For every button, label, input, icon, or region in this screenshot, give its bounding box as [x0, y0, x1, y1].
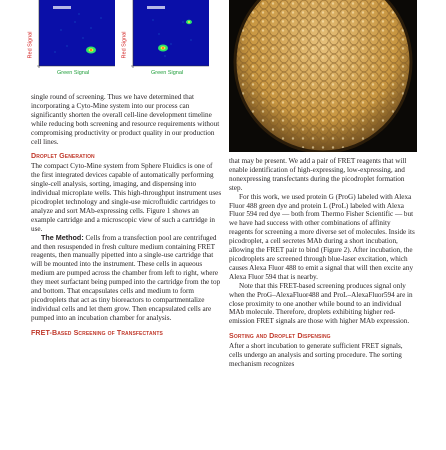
right-plot-y-axis-label: Red Signal	[121, 31, 128, 59]
left-paragraph-3	[31, 234, 222, 323]
right-text-column	[229, 157, 415, 369]
scatter-plots-figure	[27, 0, 223, 82]
right-plot-x-axis-label: Green Signal	[151, 70, 184, 76]
left-paragraph-1: single round of screening. Thus we have determined that incorporating a Cyto-Mine system into our process can significantly shorten the overall cell-line development timeline while reducing both screening and resource requirements without compromising productivity or product quality in our production cell lines.	[31, 93, 220, 146]
left-scatter-plot	[31, 0, 123, 80]
section-heading-fret-screening: FRET-Based Screening of Transfectants	[31, 328, 163, 337]
left-plot-y-axis-label: Red Signal	[27, 31, 34, 59]
left-paragraph-2: The compact Cyto-Mine system from Sphere Fluidics is one of the first integrated devices capable of automatically performing single-cell analysis, sorting, imaging, and dispensing into individual microplate wells. This high-throughput instrument uses picodroplet technology and single-use microfluidic cartridges to analyze and sort MAb-expressing cells. Figure 1 shows an example cartridge and a microscopic view of such a cartridge in use.	[31, 162, 222, 233]
picodroplet-micrograph	[229, 0, 417, 152]
right-paragraph-1: that may be present. We add a pair of FRET reagents that will enable identification of high-expressing, low-expressing, and nonexpressing transfectants during the picodroplet formation step.	[229, 157, 407, 192]
left-plot-x-axis-label: Green Signal	[57, 70, 90, 76]
section-heading-droplet-generation: Droplet Generation	[31, 152, 95, 161]
right-paragraph-3: Note that this FRET-based screening produces signal only when the ProG–AlexaFluor488 and ProL–AlexaFluor594 are in close proximity to one another while bound to an individual MAb molecule. Therefore, droplets exhibiting higher red-emission FRET signals are those with higher MAb expression.	[229, 281, 413, 326]
method-lead-in: The Method:	[41, 232, 84, 242]
left-text-column	[31, 93, 222, 339]
right-paragraph-2: For this work, we used protein G (ProG) labeled with Alexa Fluor 488 green dye and protein L (ProL) labeled with Alexa Fluor 594 red dye — both from Thermo Fisher Scientific — but we have had success with other combinations of affinity reagents for screening a more diverse set of molecules. Inside its picodroplet, a cell secretes MAb during a short incubation, allowing the FRET pair to bind (Figure 2). After incubation, the picodroplets are screened through blue-laser excitation, which causes Alexa Fluor 488 to emit a signal that will then excite any Alexa Fluor 594 that is nearby.	[229, 192, 415, 281]
section-heading-sorting-dispensing: Sorting and Droplet Dispensing	[229, 332, 331, 341]
method-body: Cells from a transfection pool are centrifuged and then resuspended in fresh culture medium containing FRET reagents, then manually pipetted into a single-use cartridge that will be mounted into the instrument. These cells in aqueous medium are pumped across the chamber from left to right, where they meet surfactant being pumped into the cartridge from the top and bottom. That encapsulates cells and medium to form picodroplets that act as tiny bioreactors to compartmentalize individual cells and let them grow. Then encapsulated cells are pumped into an incubation chamber for analysis.	[31, 233, 221, 322]
right-scatter-plot	[125, 0, 217, 80]
right-paragraph-4: After a short incubation to generate sufficient FRET signals, cells undergo an analysis and sorting procedure. The sorting mechanism recognizes	[229, 342, 403, 368]
